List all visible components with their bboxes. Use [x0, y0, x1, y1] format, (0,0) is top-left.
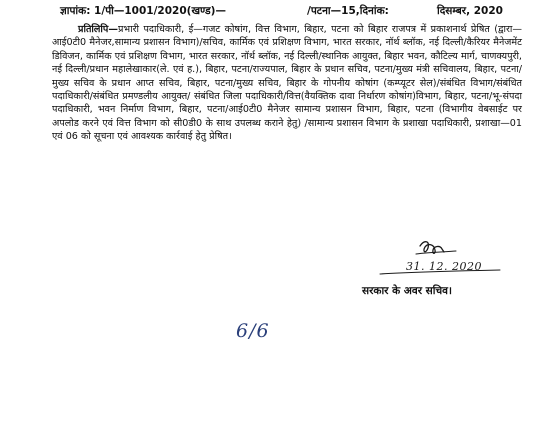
memo-month-year: दिसम्बर, 2020 — [437, 5, 503, 17]
handwritten-signature — [372, 238, 502, 280]
signature-block — [372, 238, 502, 280]
copy-to-recipients: प्रभारी पदाधिकारी, ई—गजट कोषांग, वित्त विभाग, बिहार, पटना को बिहार राजपत्र में प्रकाशनार्थ प्रेषित (द्वारा—आई0टी0 मैनेजर,सामान्य प्रशासन विभाग)/सचिव, कार्मिक एवं प्रशिक्षण विभाग, भारत सरकार, नॉर्थ ब्लॉक, नई दिल्ली/कैरियर मैनेजमेंट डिविजन, कार्मिक एवं प्रशिक्षण विभाग, भारत सरकार, नॉर्थ ब्लॉक, नई दिल्ली/स्थानिक आयुक्त, बिहार भवन, कौटिल्य मार्ग, चाणक्यपुरी, नई दिल्ली/प्रधान महालेखाकार(ले. एवं ह.), बिहार, पटना/राज्यपाल, बिहार के प्रधान सचिव, पटना/मुख्य मंत्री सचिवालय, बिहार, पटना/मुख्य सचिव के प्रधान आप्त सचिव, बिहार, पटना/मुख्य सचिव, बिहार के गोपनीय कोषांग (कम्प्यूटर सेल)/संबंधित विभाग/संबंधित पदाधिकारी/संबंधित प्रमण्डलीय आयुक्त/ संबंधित जिला पदाधिकारी/वित्त(वैयक्तिक दावा निर्धारण कोषांग)विभाग, बिहार, पटना/भू-संपदा पदाधिकारी, भवन निर्माण विभाग, बिहार, पटना/आई0टी0 मैनेजर सामान्य प्रशासन विभाग, बिहार, पटना (विभागीय वेबसाईट पर अपलोड करने एवं वित्त विभाग को सी0डी0 के साथ उपलब्ध कराने हेतु) /सामान्य प्रशासन विभाग के प्रशाखा पदाधिकारी, प्रशाखा—01 एवं 06 को सूचना एवं आवश्यक कार्रवाई हेतु प्रेषित। — [52, 24, 522, 143]
memo-number: ज्ञापांक: 1/पी—1001/2020(खण्ड)— — [60, 5, 226, 17]
memo-header — [60, 4, 530, 20]
copy-to-label: प्रतिलिपि— — [78, 24, 118, 35]
signature-date: 31. 12. 2020 — [406, 260, 482, 273]
copy-to-paragraph — [52, 23, 522, 144]
designation-label: सरकार के अवर सचिव। — [362, 285, 452, 297]
place-date-label: /पटना—15,दिनांक: — [307, 5, 389, 17]
handwritten-page-number: 6/6 — [236, 320, 270, 342]
